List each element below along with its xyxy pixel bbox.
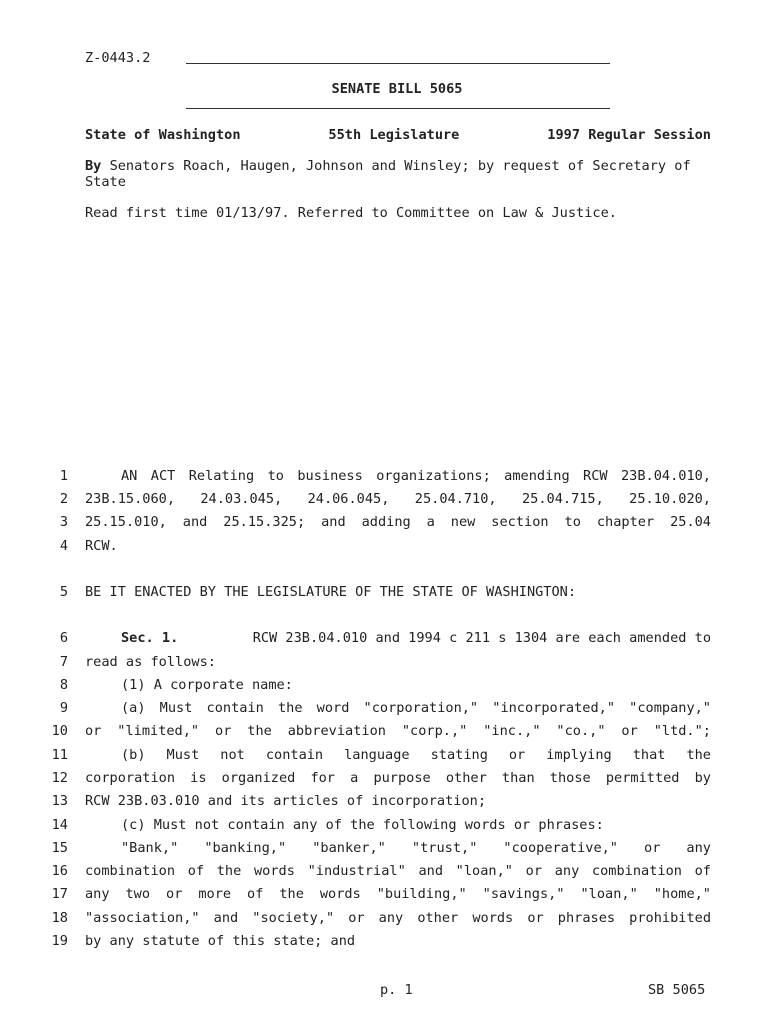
line-number: 16: [51, 863, 68, 879]
line-number: 17: [51, 886, 68, 902]
body-line: RCW.: [85, 538, 118, 554]
body-line: (1) A corporate name:: [121, 677, 293, 693]
body-line: corporation is organized for a purpose other than those permitted by: [85, 770, 711, 786]
section-label: Sec. 1.: [121, 630, 179, 646]
body-line: 25.15.010, and 25.15.325; and adding a new section to chapter 25.04: [85, 514, 711, 530]
read-first-line: Read first time 01/13/97. Referred to Committee on Law & Justice.: [85, 205, 617, 221]
line-number: 5: [59, 584, 68, 600]
line-number: 1: [59, 468, 68, 484]
line-number: 12: [51, 770, 68, 786]
body-line: (b) Must not contain language stating or implying that the: [121, 747, 711, 763]
header-rule-bottom: [186, 108, 610, 109]
header-rule-top: [186, 63, 610, 64]
body-line: "association," and "society," or any other words or phrases prohibited: [85, 910, 711, 926]
page-number: p. 1: [380, 982, 413, 998]
sponsors: [85, 158, 715, 190]
sponsor-list: Senators Roach, Haugen, Johnson and Winsley; by request of Secretary of State: [85, 158, 691, 190]
body-line: (a) Must contain the word "corporation," "incorporated," "company,": [121, 700, 711, 716]
body-line: or "limited," or the abbreviation "corp.," "inc.," "co.," or "ltd.";: [85, 723, 711, 739]
line-number: 18: [51, 910, 68, 926]
body-line: BE IT ENACTED BY THE LEGISLATURE OF THE STATE OF WASHINGTON:: [85, 584, 577, 600]
body-line: RCW 23B.04.010 and 1994 c 211 s 1304 are each amended to: [252, 630, 711, 646]
line-number: 4: [59, 538, 68, 554]
line-number: 11: [51, 747, 68, 763]
session-label: 1997 Regular Session: [547, 127, 711, 143]
section-heading-line: [85, 630, 711, 646]
line-number: 10: [51, 723, 68, 739]
body-line: "Bank," "banking," "banker," "trust," "cooperative," or any: [121, 840, 711, 856]
body-line: combination of the words "industrial" and "loan," or any combination of: [85, 863, 711, 879]
line-number: 8: [59, 677, 68, 693]
bill-reference: SB 5065: [648, 982, 706, 998]
body-line: by any statute of this state; and: [85, 933, 356, 949]
line-number: 3: [59, 514, 68, 530]
body-line: AN ACT Relating to business organizations; amending RCW 23B.04.010,: [121, 468, 711, 484]
line-number: 15: [51, 840, 68, 856]
session-row: [85, 127, 711, 143]
by-label: By: [85, 158, 102, 174]
body-line: 23B.15.060, 24.03.045, 24.06.045, 25.04.710, 25.04.715, 25.10.020,: [85, 491, 711, 507]
state-label: State of Washington: [85, 127, 241, 143]
body-line: read as follows:: [85, 654, 216, 670]
legislature-label: 55th Legislature: [328, 127, 460, 143]
body-line: any two or more of the words "building," "savings," "loan," "home,": [85, 886, 711, 902]
line-number: 9: [59, 700, 68, 716]
line-number: 14: [51, 817, 68, 833]
body-line: RCW 23B.03.010 and its articles of incorporation;: [85, 793, 487, 809]
line-number: 2: [59, 491, 68, 507]
line-number: 6: [59, 630, 68, 646]
bill-code: Z-0443.2: [85, 50, 151, 66]
bill-title: SENATE BILL 5065: [331, 81, 463, 97]
body-line: (c) Must not contain any of the following words or phrases:: [121, 817, 604, 833]
line-number: 7: [59, 654, 68, 670]
line-number: 19: [51, 933, 68, 949]
line-number: 13: [51, 793, 68, 809]
